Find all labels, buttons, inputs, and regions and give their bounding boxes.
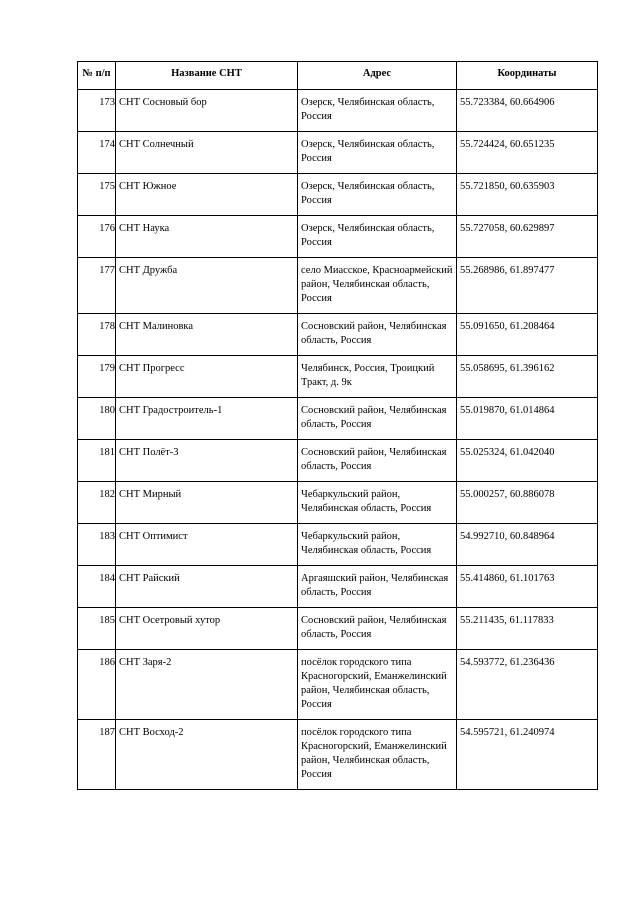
table-row [78, 482, 598, 524]
row-num: 184 [78, 566, 116, 608]
row-num: 182 [78, 482, 116, 524]
row-name: СНТ Восход-2 [116, 720, 298, 790]
row-num: 186 [78, 650, 116, 720]
row-name: СНТ Наука [116, 216, 298, 258]
row-address: Челябинск, Россия, Троицкий Тракт, д. 9к [298, 356, 457, 398]
row-name: СНТ Солнечный [116, 132, 298, 174]
snt-table [77, 61, 598, 790]
row-num: 177 [78, 258, 116, 314]
table-row [78, 566, 598, 608]
row-address: Озерск, Челябинская область, Россия [298, 132, 457, 174]
row-num: 180 [78, 398, 116, 440]
table-row [78, 398, 598, 440]
row-coords: 55.019870, 61.014864 [457, 398, 598, 440]
table-row [78, 216, 598, 258]
row-address: Сосновский район, Челябинская область, Россия [298, 440, 457, 482]
table-row [78, 650, 598, 720]
row-address: Чебаркульский район, Челябинская область, Россия [298, 482, 457, 524]
row-address: Озерск, Челябинская область, Россия [298, 216, 457, 258]
row-address: Чебаркульский район, Челябинская область, Россия [298, 524, 457, 566]
header-name: Название СНТ [116, 62, 298, 90]
row-num: 187 [78, 720, 116, 790]
row-address: посёлок городского типа Красногорский, Еманжелинский район, Челябинская область, Россия [298, 720, 457, 790]
header-num: № п/п [78, 62, 116, 90]
table-row [78, 608, 598, 650]
row-address: Сосновский район, Челябинская область, Россия [298, 314, 457, 356]
row-address: Сосновский район, Челябинская область, Россия [298, 608, 457, 650]
row-coords: 55.058695, 61.396162 [457, 356, 598, 398]
row-coords: 55.000257, 60.886078 [457, 482, 598, 524]
row-num: 183 [78, 524, 116, 566]
row-num: 179 [78, 356, 116, 398]
table-row [78, 314, 598, 356]
row-coords: 55.211435, 61.117833 [457, 608, 598, 650]
row-coords: 55.727058, 60.629897 [457, 216, 598, 258]
row-name: СНТ Прогресс [116, 356, 298, 398]
row-address: Сосновский район, Челябинская область, Россия [298, 398, 457, 440]
table-row [78, 132, 598, 174]
row-num: 176 [78, 216, 116, 258]
table-row [78, 356, 598, 398]
header-coords: Координаты [457, 62, 598, 90]
row-name: СНТ Градостроитель-1 [116, 398, 298, 440]
table-row [78, 90, 598, 132]
row-coords: 55.268986, 61.897477 [457, 258, 598, 314]
row-coords: 55.414860, 61.101763 [457, 566, 598, 608]
row-address: село Миасское, Красноармейский район, Челябинская область, Россия [298, 258, 457, 314]
row-coords: 55.091650, 61.208464 [457, 314, 598, 356]
row-coords: 55.723384, 60.664906 [457, 90, 598, 132]
row-num: 178 [78, 314, 116, 356]
row-coords: 54.992710, 60.848964 [457, 524, 598, 566]
row-num: 181 [78, 440, 116, 482]
table-row [78, 258, 598, 314]
row-address: Озерск, Челябинская область, Россия [298, 90, 457, 132]
row-name: СНТ Южное [116, 174, 298, 216]
row-num: 175 [78, 174, 116, 216]
row-num: 185 [78, 608, 116, 650]
table-row [78, 174, 598, 216]
row-name: СНТ Сосновый бор [116, 90, 298, 132]
row-name: СНТ Мирный [116, 482, 298, 524]
row-name: СНТ Оптимист [116, 524, 298, 566]
table-row [78, 440, 598, 482]
row-name: СНТ Дружба [116, 258, 298, 314]
row-address: Аргаяшский район, Челябинская область, Россия [298, 566, 457, 608]
row-name: СНТ Райский [116, 566, 298, 608]
row-address: посёлок городского типа Красногорский, Еманжелинский район, Челябинская область, Россия [298, 650, 457, 720]
row-num: 174 [78, 132, 116, 174]
row-name: СНТ Полёт-3 [116, 440, 298, 482]
header-address: Адрес [298, 62, 457, 90]
table-row [78, 524, 598, 566]
row-address: Озерск, Челябинская область, Россия [298, 174, 457, 216]
row-coords: 55.025324, 61.042040 [457, 440, 598, 482]
row-name: СНТ Заря-2 [116, 650, 298, 720]
table-row [78, 720, 598, 790]
row-num: 173 [78, 90, 116, 132]
row-name: СНТ Осетровый хутор [116, 608, 298, 650]
row-coords: 55.721850, 60.635903 [457, 174, 598, 216]
row-coords: 54.595721, 61.240974 [457, 720, 598, 790]
row-coords: 55.724424, 60.651235 [457, 132, 598, 174]
row-name: СНТ Малиновка [116, 314, 298, 356]
table-header-row [78, 62, 598, 90]
row-coords: 54.593772, 61.236436 [457, 650, 598, 720]
